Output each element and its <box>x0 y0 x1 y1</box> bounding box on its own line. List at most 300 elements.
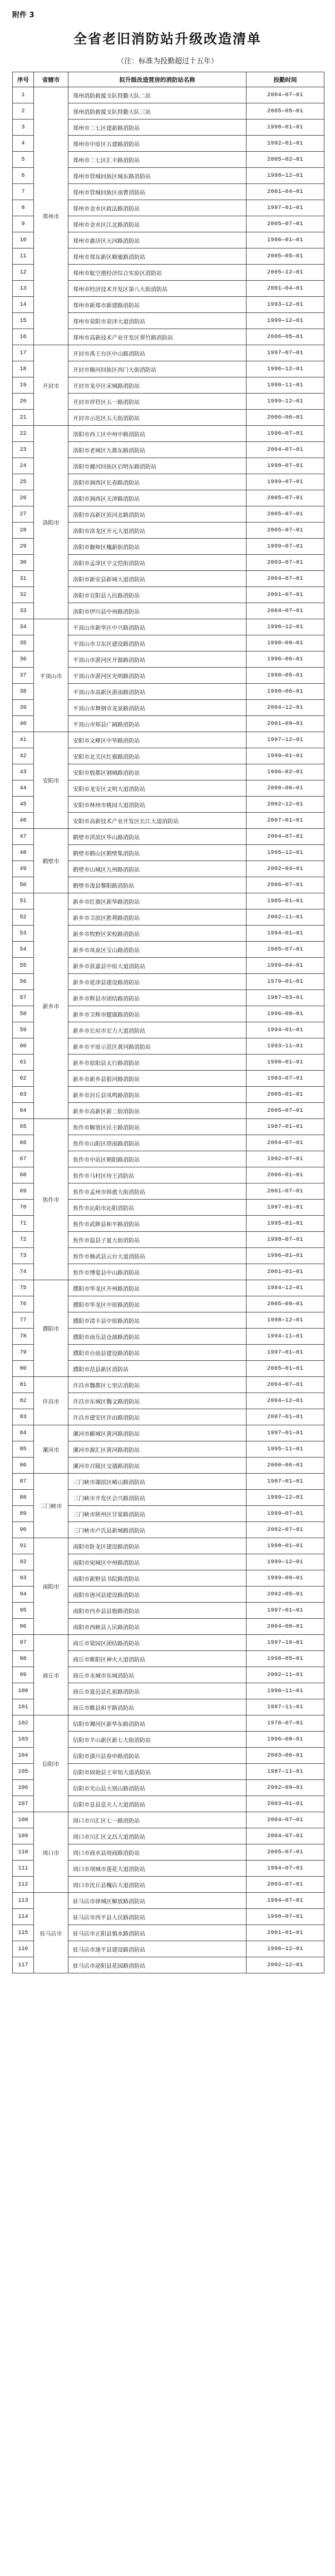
row-index: 62 <box>13 1071 34 1087</box>
commission-date: 1996—01—01 <box>247 1248 324 1264</box>
station-name: 商丘市睢阳区神火大道消防站 <box>68 1651 247 1667</box>
row-index: 56 <box>13 974 34 990</box>
station-name: 洛阳市偃师区槐新街消防站 <box>68 539 247 555</box>
commission-date: 2003—01—01 <box>247 1796 324 1812</box>
row-index: 102 <box>13 1715 34 1732</box>
commission-date: 2001—07—01 <box>247 587 324 603</box>
station-name: 鹤壁市浚县黎阳路消防站 <box>68 877 247 893</box>
city-cell: 郑州市 <box>34 87 68 345</box>
station-name: 安阳市北关区红旗路消防站 <box>68 748 247 764</box>
station-name: 郑州市郑东新区顺驰路消防站 <box>68 248 247 265</box>
commission-date: 2004—07—01 <box>247 1812 324 1828</box>
row-index: 65 <box>13 1119 34 1135</box>
row-index: 48 <box>13 845 34 861</box>
station-name: 南阳市唐河县建设路消防站 <box>68 1587 247 1603</box>
station-name: 许昌市东城区魏文路消防站 <box>68 1393 247 1409</box>
station-name: 三门峡市陕州区甘棠路消防站 <box>68 1506 247 1522</box>
col-header-date: 投勤时间 <box>247 72 324 87</box>
row-index: 50 <box>13 877 34 893</box>
station-name: 信阳市浉河区新华东路消防站 <box>68 1715 247 1732</box>
row-index: 81 <box>13 1377 34 1393</box>
row-index: 17 <box>13 345 34 361</box>
row-index: 47 <box>13 829 34 845</box>
commission-date: 1998—01—01 <box>247 1055 324 1071</box>
commission-date: 1998—12—01 <box>247 1312 324 1329</box>
station-name: 新乡市获嘉县中原大道消防站 <box>68 958 247 974</box>
row-index: 91 <box>13 1538 34 1554</box>
station-name: 信阳市光山县大别山路消防站 <box>68 1780 247 1796</box>
city-cell: 南阳市 <box>34 1538 68 1635</box>
row-index: 69 <box>13 1183 34 1200</box>
row-index: 37 <box>13 668 34 684</box>
commission-date: 1998—07—01 <box>247 458 324 474</box>
station-name: 焦作市解放区民主路消防站 <box>68 1119 247 1135</box>
row-index: 72 <box>13 1232 34 1248</box>
city-cell: 安阳市 <box>34 732 68 829</box>
station-name: 许昌市魏都区七里店消防站 <box>68 1377 247 1393</box>
station-name: 焦作市博爱县中山路消防站 <box>68 1264 247 1280</box>
row-index: 111 <box>13 1861 34 1877</box>
row-index: 108 <box>13 1812 34 1828</box>
station-name: 驻马店市泌阳县花园路消防站 <box>68 1957 247 1973</box>
table-header-row <box>13 72 324 87</box>
commission-date: 2004—07—01 <box>247 603 324 619</box>
station-name: 商丘市梁园区团结路消防站 <box>68 1635 247 1651</box>
commission-date: 2006—07—01 <box>247 877 324 893</box>
commission-date: 1994—11—01 <box>247 1329 324 1345</box>
station-name: 新乡市红旗区新华路消防站 <box>68 893 247 909</box>
commission-date: 1994—07—01 <box>247 1893 324 1909</box>
commission-date: 1999—04—01 <box>247 958 324 974</box>
station-name: 商丘市永城市东城消防站 <box>68 1667 247 1683</box>
city-cell: 平顶山市 <box>34 619 68 732</box>
row-index: 34 <box>13 619 34 635</box>
station-name: 驻马店市遂平县建设路消防站 <box>68 1941 247 1957</box>
city-cell: 信阳市 <box>34 1715 68 1812</box>
row-index: 36 <box>13 652 34 668</box>
station-name: 安阳市高新技术产业开发区长江大道消防站 <box>68 813 247 829</box>
commission-date: 2005—12—01 <box>247 265 324 281</box>
station-name: 周口市项城市莲花大道消防站 <box>68 1861 247 1877</box>
commission-date: 1997—01—01 <box>247 1603 324 1619</box>
station-name: 开封市顺河回族区西门大街消防站 <box>68 361 247 377</box>
row-index: 12 <box>13 265 34 281</box>
commission-date: 1997—01—01 <box>247 1345 324 1361</box>
table-row <box>13 1377 324 1393</box>
station-name: 濮阳市范县新区消防站 <box>68 1361 247 1377</box>
station-name: 信阳市羊山新区新七大街消防站 <box>68 1732 247 1748</box>
commission-date: 1998—05—01 <box>247 1651 324 1667</box>
commission-date: 2005—07—01 <box>247 1103 324 1119</box>
row-index: 84 <box>13 1425 34 1441</box>
commission-date: 2001—04—01 <box>247 184 324 200</box>
station-name: 开封市禹王台区中山路消防站 <box>68 345 247 361</box>
row-index: 93 <box>13 1570 34 1587</box>
commission-date: 1996—12—01 <box>247 1941 324 1957</box>
commission-date: 2002—12—01 <box>247 1957 324 1973</box>
row-index: 14 <box>13 297 34 313</box>
row-index: 42 <box>13 748 34 764</box>
station-name: 郑州市金水区政法路消防站 <box>68 200 247 216</box>
commission-date: 1998—05—01 <box>247 668 324 684</box>
row-index: 67 <box>13 1151 34 1167</box>
row-index: 57 <box>13 990 34 1006</box>
station-name: 新乡市长垣市宏力大道消防站 <box>68 1022 247 1038</box>
commission-date: 2005—07—01 <box>247 523 324 539</box>
standard-note: （注：标准为投勤超过十五年） <box>116 57 218 66</box>
col-header-city: 省辖市 <box>34 72 68 87</box>
table-row <box>13 1893 324 1909</box>
row-index: 68 <box>13 1167 34 1183</box>
row-index: 15 <box>13 313 34 329</box>
commission-date: 2002—09—01 <box>247 1780 324 1796</box>
row-index: 28 <box>13 523 34 539</box>
row-index: 9 <box>13 216 34 232</box>
commission-date: 1999—12—01 <box>247 1554 324 1570</box>
commission-date: 1998—12—01 <box>247 168 324 184</box>
station-name: 郑州市经济技术开发区第八大街消防站 <box>68 281 247 297</box>
commission-date: 2001—01—01 <box>247 1264 324 1280</box>
commission-date: 1992—01—01 <box>247 136 324 152</box>
station-name: 郑州市荥阳市荥泽大道消防站 <box>68 313 247 329</box>
table-row <box>13 829 324 845</box>
row-index: 27 <box>13 506 34 523</box>
city-cell: 新乡市 <box>34 893 68 1119</box>
station-name: 洛阳市老城区九都东路消防站 <box>68 442 247 458</box>
commission-date: 1998—06—01 <box>247 684 324 700</box>
station-name: 郑州市金水区江北路消防站 <box>68 216 247 232</box>
station-name: 焦作市沁阳市沁阳消防站 <box>68 1200 247 1216</box>
commission-date: 1997—07—01 <box>247 345 324 361</box>
commission-date: 2001—01—01 <box>247 1925 324 1941</box>
commission-date: 1979—01—01 <box>247 974 324 990</box>
commission-date: 1996—12—01 <box>247 619 324 635</box>
commission-date: 1997—12—01 <box>247 732 324 748</box>
row-index: 31 <box>13 571 34 587</box>
row-index: 60 <box>13 1038 34 1055</box>
station-name: 信阳市固始县王审知大道消防站 <box>68 1764 247 1780</box>
station-name: 鹤壁市淇滨区华山路消防站 <box>68 829 247 845</box>
city-cell: 三门峡市 <box>34 1474 68 1538</box>
row-index: 66 <box>13 1135 34 1151</box>
commission-date: 1996—07—01 <box>247 426 324 442</box>
city-cell: 焦作市 <box>34 1119 68 1280</box>
station-name: 周口市沈丘县槐店大道消防站 <box>68 1877 247 1893</box>
station-name: 洛阳市伊川县中州路消防站 <box>68 603 247 619</box>
page-title: 全省老旧消防站升级改造清单 <box>73 31 262 47</box>
commission-date: 1998—09—01 <box>247 635 324 652</box>
row-index: 75 <box>13 1280 34 1296</box>
station-name: 信阳市潢川县春申路消防站 <box>68 1748 247 1764</box>
row-index: 85 <box>13 1441 34 1458</box>
station-name: 新乡市卫滨区胜利路消防站 <box>68 909 247 926</box>
table-row <box>13 345 324 361</box>
row-index: 107 <box>13 1796 34 1812</box>
row-index: 88 <box>13 1490 34 1506</box>
commission-date: 1997—01—01 <box>247 200 324 216</box>
station-name: 安阳市林州市桃园大道消防站 <box>68 797 247 813</box>
commission-date: 1987—01—01 <box>247 1474 324 1490</box>
commission-date: 2004—07—01 <box>247 571 324 587</box>
station-name: 南阳市卧龙区建设路消防站 <box>68 1538 247 1554</box>
station-name: 濮阳市南乐县仓颉路消防站 <box>68 1329 247 1345</box>
station-name: 南阳市宛城区中州路消防站 <box>68 1554 247 1570</box>
table-row <box>13 1715 324 1732</box>
commission-date: 1999—07—01 <box>247 1506 324 1522</box>
table-row <box>13 732 324 748</box>
table-row <box>13 1538 324 1554</box>
row-index: 4 <box>13 136 34 152</box>
row-index: 73 <box>13 1248 34 1264</box>
commission-date: 2004—07—01 <box>247 442 324 458</box>
row-index: 106 <box>13 1780 34 1796</box>
row-index: 112 <box>13 1877 34 1893</box>
row-index: 70 <box>13 1200 34 1216</box>
row-index: 86 <box>13 1458 34 1474</box>
row-index: 110 <box>13 1844 34 1861</box>
commission-date: 1996—12—01 <box>247 361 324 377</box>
commission-date: 2006—06—01 <box>247 410 324 426</box>
station-name: 郑州消防救援支队特勤大队三站 <box>68 103 247 120</box>
station-name: 信阳市息县息夫人大道消防站 <box>68 1796 247 1812</box>
commission-date: 2001—04—01 <box>247 281 324 297</box>
commission-date: 1987—11—01 <box>247 1764 324 1780</box>
station-name: 郑州市新郑市新建路消防站 <box>68 297 247 313</box>
station-name: 郑州市中原区五建路消防站 <box>68 136 247 152</box>
row-index: 114 <box>13 1909 34 1925</box>
row-index: 105 <box>13 1764 34 1780</box>
commission-date: 1978—07—01 <box>247 1715 324 1732</box>
station-name: 三门峡市卢氏县新城路消防站 <box>68 1522 247 1538</box>
row-index: 94 <box>13 1587 34 1603</box>
row-index: 78 <box>13 1329 34 1345</box>
station-name: 新乡市新乡县银河路消防站 <box>68 1071 247 1087</box>
commission-date: 2004—07—01 <box>247 87 324 103</box>
commission-date: 2003—07—01 <box>247 555 324 571</box>
commission-date: 1983—07—01 <box>247 1071 324 1087</box>
commission-date: 2003—07—01 <box>247 1877 324 1893</box>
row-index: 109 <box>13 1828 34 1844</box>
commission-date: 1996—01—01 <box>247 232 324 248</box>
station-name: 濮阳市台前县建设路消防站 <box>68 1345 247 1361</box>
station-name: 驻马店市西平县人民路消防站 <box>68 1909 247 1925</box>
row-index: 99 <box>13 1667 34 1683</box>
station-name: 平顶山市高新区湛南路消防站 <box>68 684 247 700</box>
commission-date: 2004—07—01 <box>247 1828 324 1844</box>
table-row <box>13 1119 324 1135</box>
commission-date: 1999—12—01 <box>247 313 324 329</box>
row-index: 52 <box>13 909 34 926</box>
station-name: 濮阳市清丰县中原路消防站 <box>68 1312 247 1329</box>
station-name: 洛阳市西工区中州中路消防站 <box>68 426 247 442</box>
station-name: 南阳市内乡县县衙路消防站 <box>68 1603 247 1619</box>
row-index: 1 <box>13 87 34 103</box>
row-index: 8 <box>13 200 34 216</box>
commission-date: 1999—12—01 <box>247 1490 324 1506</box>
table-row <box>13 893 324 909</box>
table-row <box>13 619 324 635</box>
commission-date: 2007—01—01 <box>247 813 324 829</box>
station-name: 安阳市文峰区中华路消防站 <box>68 732 247 748</box>
row-index: 10 <box>13 232 34 248</box>
row-index: 100 <box>13 1683 34 1699</box>
row-index: 39 <box>13 700 34 716</box>
row-index: 2 <box>13 103 34 120</box>
commission-date: 2000—06—01 <box>247 1458 324 1474</box>
station-name: 郑州市高新技术产业开发区翠竹路消防站 <box>68 329 247 345</box>
row-index: 64 <box>13 1103 34 1119</box>
station-name: 新乡市凤泉区宝山路消防站 <box>68 942 247 958</box>
row-index: 19 <box>13 377 34 394</box>
row-index: 35 <box>13 635 34 652</box>
commission-date: 2004—07—01 <box>247 1135 324 1151</box>
commission-date: 1999—07—01 <box>247 474 324 490</box>
station-name: 安阳市龙安区文明大道消防站 <box>68 780 247 797</box>
row-index: 18 <box>13 361 34 377</box>
station-name: 平顶山市舞钢市龙泉路消防站 <box>68 700 247 716</box>
col-header-index: 序号 <box>13 72 34 87</box>
row-index: 55 <box>13 958 34 974</box>
station-name: 南阳市新野县书院路消防站 <box>68 1570 247 1587</box>
row-index: 7 <box>13 184 34 200</box>
station-name: 开封市示范区五大街消防站 <box>68 410 247 426</box>
commission-date: 2003—06—01 <box>247 1748 324 1764</box>
col-header-station: 拟升级改造营房的消防站名称 <box>68 72 247 87</box>
station-name: 新乡市平原示范区黄河路消防站 <box>68 1038 247 1055</box>
station-name: 商丘市睢县和平路消防站 <box>68 1699 247 1715</box>
station-name: 漯河市郾城区黄河路消防站 <box>68 1425 247 1441</box>
commission-date: 1999—01—01 <box>247 748 324 764</box>
station-name: 新乡市辉县市团结路消防站 <box>68 990 247 1006</box>
commission-date: 1999—07—01 <box>247 539 324 555</box>
commission-date: 2004—12—01 <box>247 700 324 716</box>
station-name: 郑州市惠济区天河路消防站 <box>68 232 247 248</box>
station-name: 新乡市牧野区荣校路消防站 <box>68 926 247 942</box>
commission-date: 1997—10—01 <box>247 1635 324 1651</box>
row-index: 43 <box>13 764 34 780</box>
row-index: 49 <box>13 861 34 877</box>
row-index: 46 <box>13 813 34 829</box>
row-index: 45 <box>13 797 34 813</box>
table-row <box>13 1425 324 1441</box>
commission-date: 2002—07—01 <box>247 1522 324 1538</box>
commission-date: 2005—05—01 <box>247 103 324 120</box>
commission-date: 2002—05—01 <box>247 1587 324 1603</box>
commission-date: 1994—07—01 <box>247 1861 324 1877</box>
station-name: 许昌市建安区许由路消防站 <box>68 1409 247 1425</box>
commission-date: 2005—02—01 <box>247 152 324 168</box>
station-name: 驻马店市正阳县慎水路消防站 <box>68 1925 247 1941</box>
table-row <box>13 1812 324 1828</box>
commission-date: 1999—09—01 <box>247 1570 324 1587</box>
row-index: 51 <box>13 893 34 909</box>
commission-date: 1996—11—01 <box>247 1683 324 1699</box>
station-name: 洛阳市瀍河回族区启明东路消防站 <box>68 458 247 474</box>
row-index: 61 <box>13 1055 34 1071</box>
row-index: 82 <box>13 1393 34 1409</box>
commission-date: 1998—07—01 <box>247 1909 324 1925</box>
commission-date: 1998—01—01 <box>247 1538 324 1554</box>
station-name: 周口市川汇区七一路消防站 <box>68 1812 247 1828</box>
station-name: 周口市川汇区文昌大道消防站 <box>68 1828 247 1844</box>
row-index: 26 <box>13 490 34 506</box>
city-cell: 洛阳市 <box>34 426 68 619</box>
station-name: 郑州市航空港经济综合实验区消防站 <box>68 265 247 281</box>
row-index: 90 <box>13 1522 34 1538</box>
station-name: 焦作市武陟县和平路消防站 <box>68 1216 247 1232</box>
station-name: 郑州市二七区汇丰路消防站 <box>68 152 247 168</box>
commission-date: 1996—06—01 <box>247 652 324 668</box>
table-row <box>13 1280 324 1296</box>
commission-date: 2005—07—01 <box>247 1844 324 1861</box>
station-name: 濮阳市华龙区开州路消防站 <box>68 1280 247 1296</box>
commission-date: 1995—12—01 <box>247 845 324 861</box>
commission-date: 1998—07—01 <box>247 1232 324 1248</box>
commission-date: 1996—08—01 <box>247 1732 324 1748</box>
commission-date: 2005—05—01 <box>247 248 324 265</box>
station-name: 南阳市西峡县人民路消防站 <box>68 1619 247 1635</box>
row-index: 97 <box>13 1635 34 1651</box>
commission-date: 1999—12—01 <box>247 394 324 410</box>
row-index: 104 <box>13 1748 34 1764</box>
station-name: 三门峡市开发区会兴路消防站 <box>68 1490 247 1506</box>
station-name: 鹤壁市鹤山区鹤壁集消防站 <box>68 845 247 861</box>
commission-date: 1996—08—01 <box>247 1006 324 1022</box>
commission-date: 1985—07—01 <box>247 942 324 958</box>
station-name: 洛阳市孟津区宇文恺街消防站 <box>68 555 247 571</box>
station-name: 焦作市孟州市韩愈大街消防站 <box>68 1183 247 1200</box>
commission-date: 1985—01—01 <box>247 893 324 909</box>
commission-date: 2005—09—01 <box>247 1296 324 1312</box>
station-name: 焦作市马村区待王消防站 <box>68 1167 247 1183</box>
city-cell: 鹤壁市 <box>34 829 68 893</box>
row-index: 20 <box>13 394 34 410</box>
commission-date: 1994—01—01 <box>247 1022 324 1038</box>
row-index: 63 <box>13 1087 34 1103</box>
commission-date: 2004—07—01 <box>247 829 324 845</box>
commission-date: 2004—08—01 <box>247 1619 324 1635</box>
table-row <box>13 1474 324 1490</box>
commission-date: 1993—12—01 <box>247 297 324 313</box>
station-name: 焦作市修武县云台大道消防站 <box>68 1248 247 1264</box>
commission-date: 1996—02—01 <box>247 764 324 780</box>
station-name: 新乡市卫辉市健康路消防站 <box>68 1006 247 1022</box>
city-cell: 许昌市 <box>34 1377 68 1425</box>
commission-date: 2004—07—01 <box>247 1377 324 1393</box>
station-name: 平顶山市湛河区光明路消防站 <box>68 668 247 684</box>
row-index: 103 <box>13 1732 34 1748</box>
row-index: 74 <box>13 1264 34 1280</box>
row-index: 71 <box>13 1216 34 1232</box>
commission-date: 2002—04—01 <box>247 861 324 877</box>
station-name: 新乡市原阳县太行路消防站 <box>68 1055 247 1071</box>
commission-date: 2005—01—01 <box>247 1361 324 1377</box>
row-index: 79 <box>13 1345 34 1361</box>
commission-date: 2006—05—01 <box>247 329 324 345</box>
commission-date: 2005—07—01 <box>247 490 324 506</box>
table-body <box>13 87 324 1973</box>
commission-date: 2005—01—01 <box>247 1087 324 1103</box>
row-index: 30 <box>13 555 34 571</box>
city-cell: 周口市 <box>34 1812 68 1893</box>
commission-date: 2002—12—01 <box>247 797 324 813</box>
row-index: 41 <box>13 732 34 748</box>
station-name: 洛阳市洛龙区开元大道消防站 <box>68 523 247 539</box>
row-index: 21 <box>13 410 34 426</box>
station-name: 平顶山市卫东区建设路消防站 <box>68 635 247 652</box>
row-index: 13 <box>13 281 34 297</box>
commission-date: 2007—01—01 <box>247 1409 324 1425</box>
